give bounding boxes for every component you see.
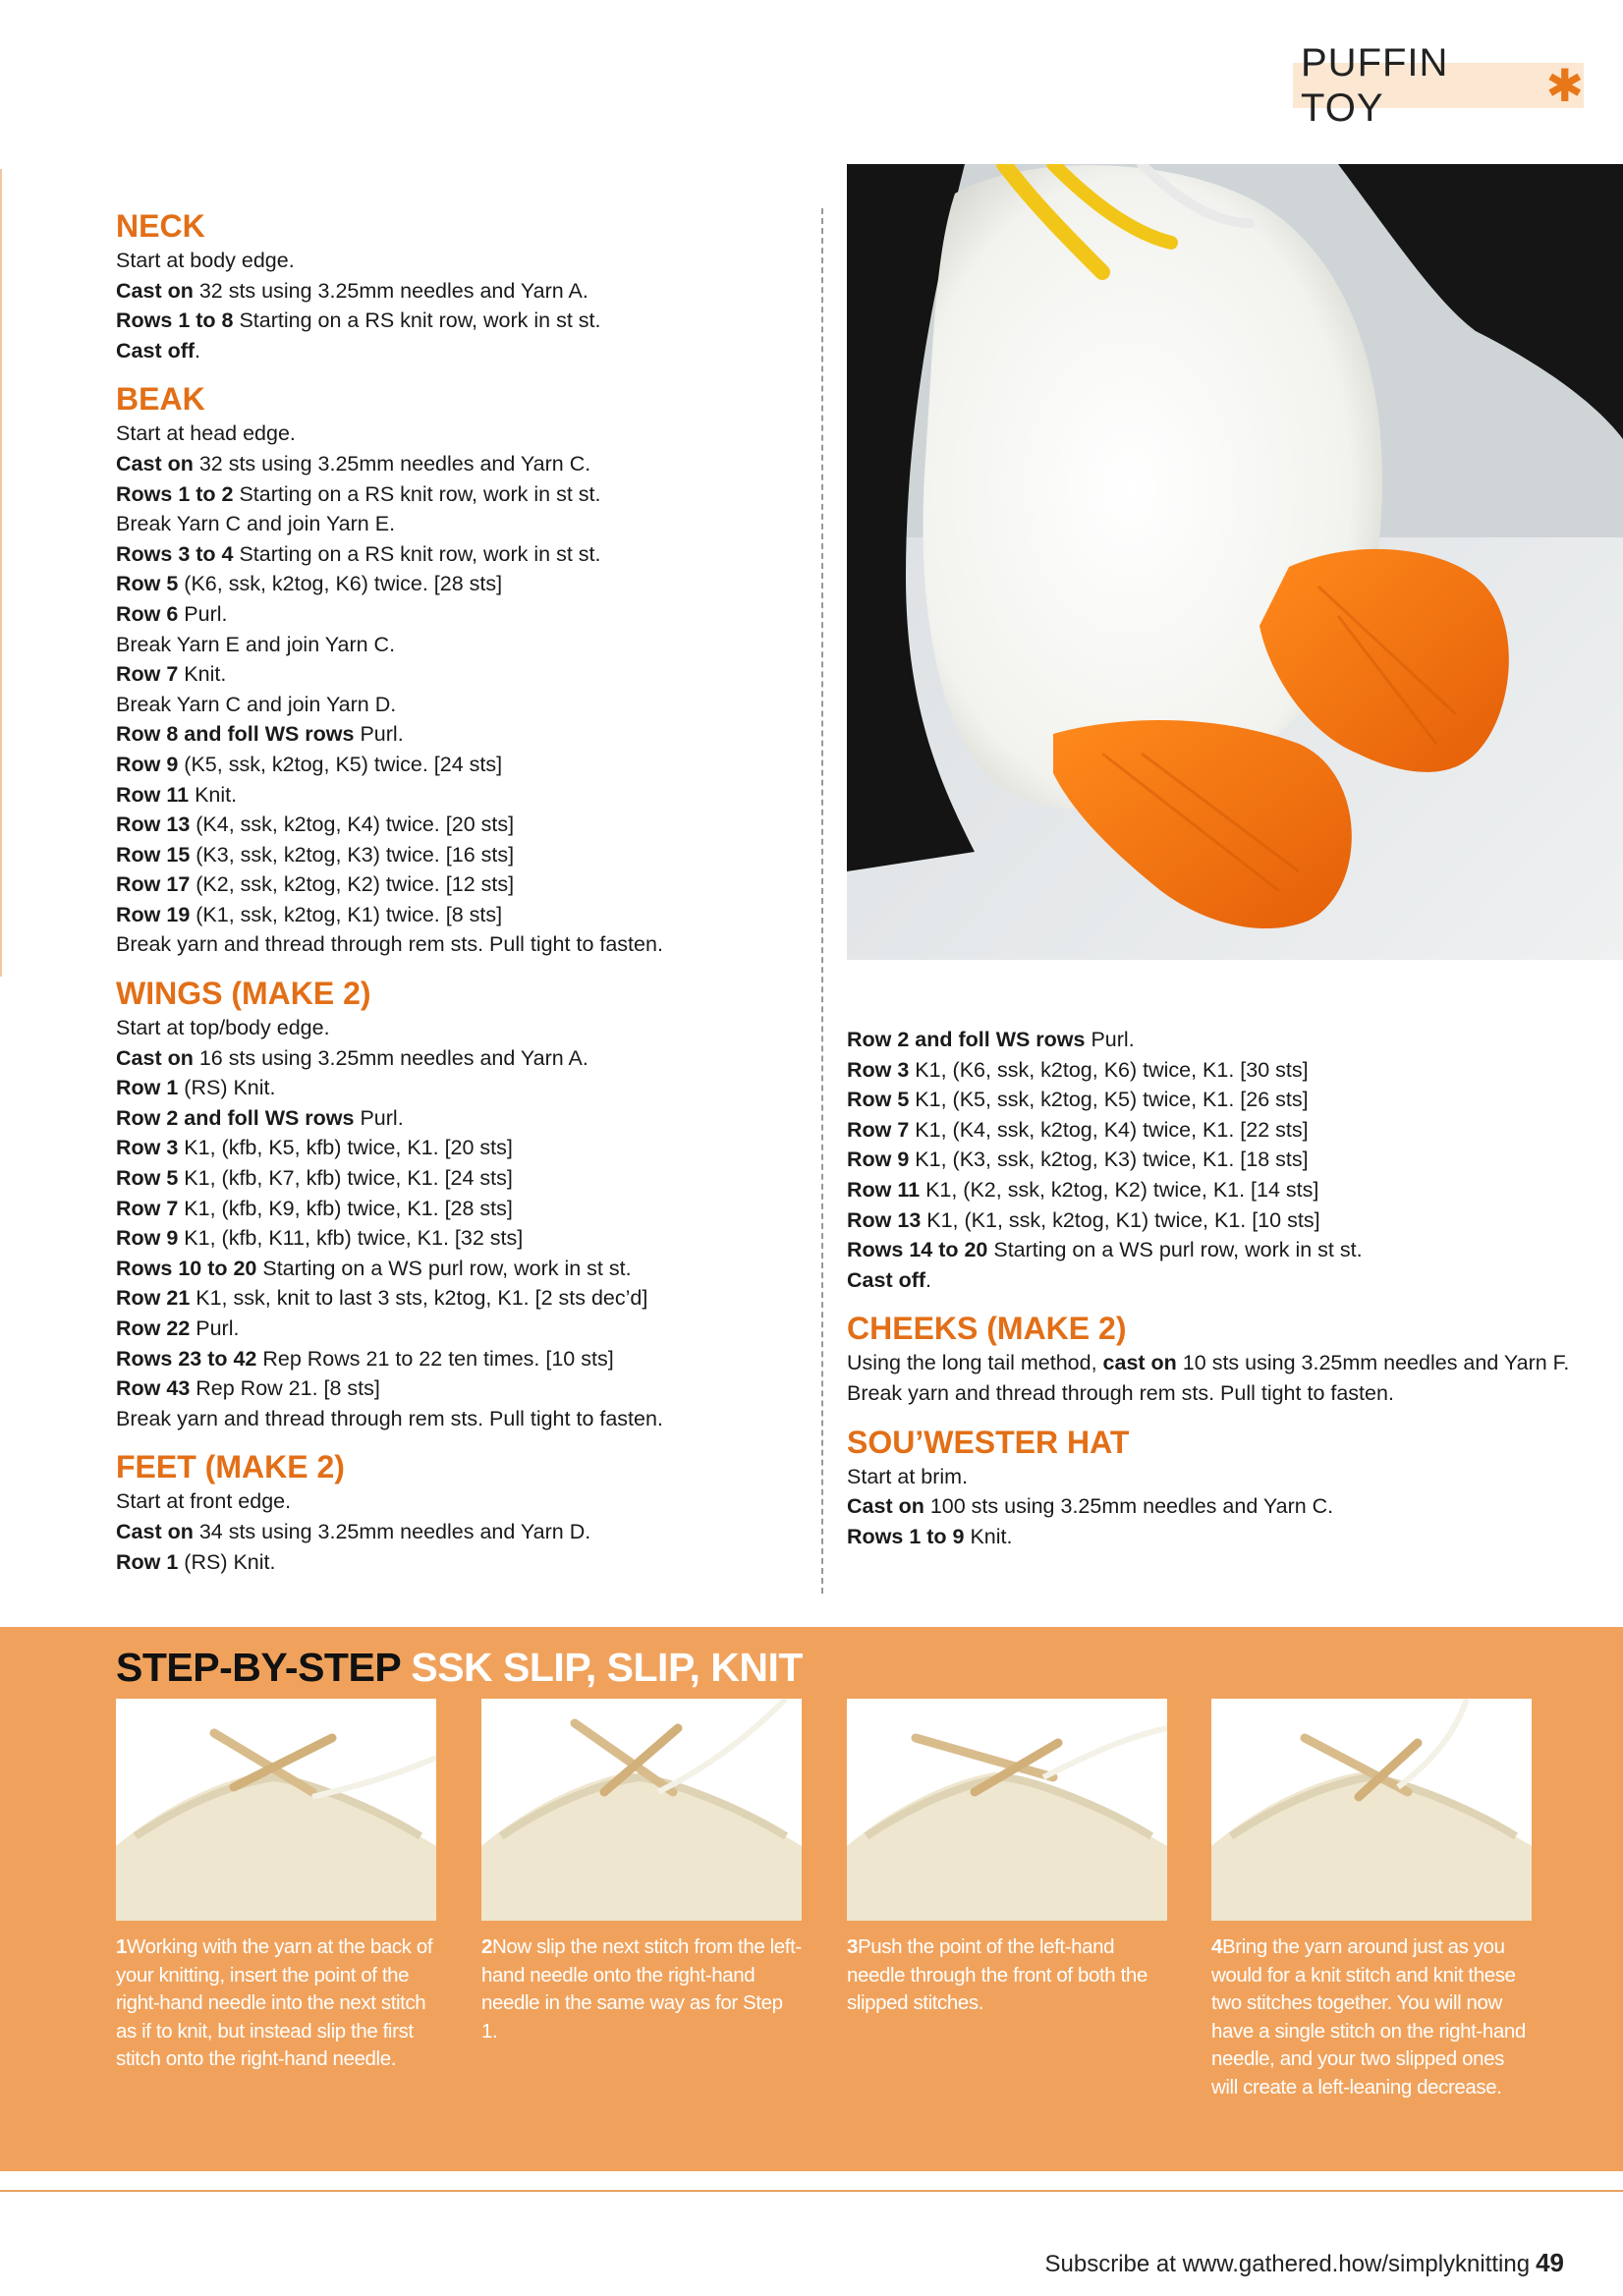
- row-label: Row 3: [116, 1136, 179, 1160]
- row-text: K1, (K1, ssk, k2tog, K1) twice, K1. [10 sts]: [921, 1207, 1320, 1232]
- row-label: Cast off: [116, 338, 196, 363]
- asterisk-icon: ✱: [1545, 60, 1584, 111]
- row-label: Row 13: [116, 812, 191, 837]
- row-text: Rep Row 21. [8 sts]: [190, 1376, 380, 1401]
- wings-instructions: [116, 1013, 804, 1433]
- step-by-step-title: STEP-BY-STEP SSK SLIP, SLIP, KNIT: [116, 1645, 803, 1690]
- instruction-line: [116, 900, 804, 930]
- instruction-line: [116, 1103, 804, 1134]
- row-text: (K6, ssk, k2tog, K6) twice. [28 sts]: [178, 572, 503, 596]
- row-text: K1, ssk, knit to last 3 sts, k2tog, K1. [2 sts dec’d]: [190, 1286, 648, 1311]
- page-number: 49: [1536, 2248, 1564, 2277]
- instruction-line: [847, 1491, 1594, 1522]
- row-label: Row 11: [116, 782, 190, 807]
- row-text: K1, (kfb, K7, kfb) twice, K1. [24 sts]: [178, 1166, 513, 1191]
- row-text: 100 sts using 3.25mm needles and Yarn C.: [923, 1494, 1334, 1519]
- row-text: Starting on a RS knit row, work in st st.: [233, 308, 601, 333]
- row-text: Break yarn and thread through rem sts. Pull tight to fasten.: [116, 1406, 663, 1430]
- row-label: Row 9: [847, 1148, 910, 1172]
- row-text: 32 sts using 3.25mm needles and Yarn A.: [193, 278, 588, 303]
- step-4-caption: 4Bring the yarn around just as you would for a knit stitch and knit these two stitches together. You will now have a single stitch on the right-hand needle, and your two slipped ones will create a left-leaning decrease.: [1211, 1935, 1526, 2099]
- row-text: 34 sts using 3.25mm needles and Yarn D.: [193, 1519, 591, 1543]
- row-label: Row 15: [116, 842, 191, 867]
- instruction-line: [116, 1254, 804, 1284]
- instruction-line: [847, 1175, 1594, 1205]
- heading-wings: WINGS (MAKE 2): [116, 976, 371, 1012]
- left-edge-rule: [0, 169, 2, 977]
- row-text: K1, (K5, ssk, k2tog, K5) twice, K1. [26 sts]: [909, 1088, 1309, 1112]
- instruction-line: [116, 276, 804, 307]
- cheeks-instructions: Using the long tail method, cast on 10 sts using 3.25mm needles and Yarn F.: [847, 1351, 1570, 1375]
- step-1-caption: 1Working with the yarn at the back of your knitting, insert the point of the right-hand needle into the next stitch as if to knit, but instead slip the first stitch onto the right-hand needle.: [116, 1935, 433, 2070]
- row-text: Start at top/body edge.: [116, 1016, 330, 1040]
- instruction-line: [116, 659, 804, 690]
- row-label: Rows 1 to 8: [116, 308, 234, 333]
- instruction-line: [847, 1205, 1594, 1236]
- heading-souwester-hat: SOU’WESTER HAT: [847, 1424, 1130, 1460]
- row-text: K1, (K3, ssk, k2tog, K3) twice, K1. [18 sts]: [909, 1148, 1309, 1172]
- instruction-line: [116, 1163, 804, 1194]
- instruction-line: [847, 1462, 1594, 1492]
- row-label: Row 7: [116, 1196, 179, 1220]
- instruction-line: [116, 1194, 804, 1224]
- row-text: Starting on a RS knit row, work in st st.: [233, 481, 601, 506]
- row-label: Rows 1 to 9: [847, 1524, 965, 1548]
- row-label: Cast on: [116, 1519, 194, 1543]
- footer-rule: [0, 2190, 1623, 2192]
- instruction-line: [116, 1073, 804, 1103]
- row-text: K1, (K6, ssk, k2tog, K6) twice, K1. [30 sts]: [909, 1057, 1309, 1082]
- row-label: Row 43: [116, 1376, 191, 1401]
- instruction-line: [116, 810, 804, 840]
- instruction-line: [116, 780, 804, 811]
- row-text: Purl.: [190, 1316, 240, 1340]
- instruction-line: [116, 1283, 804, 1314]
- row-text: K1, (K4, ssk, k2tog, K4) twice, K1. [22 sts]: [909, 1117, 1309, 1142]
- step-2-photo: [481, 1699, 802, 1921]
- row-text: Starting on a WS purl row, work in st st.: [987, 1238, 1363, 1262]
- row-text: Start at body edge.: [116, 249, 295, 272]
- row-label: Cast on: [116, 1045, 194, 1070]
- instruction-line: [116, 929, 804, 960]
- row-label: Rows 10 to 20: [116, 1256, 257, 1280]
- cheeks-fasten: Break yarn and thread through rem sts. Pull tight to fasten.: [847, 1380, 1394, 1405]
- row-label: Row 5: [116, 1166, 179, 1191]
- section-tag-label: PUFFIN TOY: [1301, 41, 1449, 130]
- instruction-line: [847, 1235, 1594, 1265]
- instruction-line: [847, 1055, 1594, 1086]
- row-text: (RS) Knit.: [178, 1549, 276, 1574]
- instruction-line: [116, 306, 804, 336]
- row-text: (K5, ssk, k2tog, K5) twice. [24 sts]: [178, 752, 503, 776]
- row-label: Cast on: [847, 1494, 924, 1519]
- left-column: [116, 206, 804, 1577]
- row-label: Row 2 and foll WS rows: [116, 1105, 355, 1130]
- row-text: Purl.: [354, 722, 404, 747]
- instruction-line: [116, 1486, 804, 1517]
- instruction-line: [116, 509, 804, 539]
- row-text: Purl.: [178, 601, 228, 626]
- row-label: Cast off: [847, 1267, 926, 1292]
- row-label: Row 6: [116, 601, 179, 626]
- right-column: [847, 1025, 1594, 1551]
- heading-beak: BEAK: [116, 381, 205, 418]
- instruction-line: [116, 569, 804, 599]
- instruction-line: [847, 1085, 1594, 1115]
- row-text: Starting on a WS purl row, work in st st.: [256, 1256, 632, 1280]
- row-text: Break Yarn C and join Yarn E.: [116, 512, 396, 536]
- subscribe-link[interactable]: Subscribe at www.gathered.how/simplyknitting: [1044, 2251, 1531, 2277]
- row-text: K1, (kfb, K11, kfb) twice, K1. [32 sts]: [178, 1226, 524, 1251]
- row-text: K1, (K2, ssk, k2tog, K2) twice, K1. [14 sts]: [920, 1177, 1319, 1202]
- instruction-line: [116, 539, 804, 570]
- instruction-line: [847, 1115, 1594, 1146]
- step-3-caption: 3Push the point of the left-hand needle through the front of both the slipped stitches.: [847, 1935, 1147, 2014]
- instruction-line: [116, 750, 804, 780]
- row-label: Row 2 and foll WS rows: [847, 1028, 1086, 1051]
- instruction-line: [116, 449, 804, 479]
- instruction-line: [847, 1145, 1594, 1175]
- row-text: (K3, ssk, k2tog, K3) twice. [16 sts]: [190, 842, 515, 867]
- row-text: .: [925, 1267, 932, 1292]
- row-label: Row 1: [116, 1549, 179, 1574]
- instruction-line: [847, 1522, 1594, 1552]
- row-label: Row 11: [847, 1177, 921, 1202]
- row-text: K1, (kfb, K9, kfb) twice, K1. [28 sts]: [178, 1196, 513, 1220]
- row-label: Row 7: [847, 1117, 910, 1142]
- row-label: Row 19: [116, 902, 191, 926]
- instruction-line: [847, 1265, 1594, 1296]
- row-text: (K2, ssk, k2tog, K2) twice. [12 sts]: [190, 872, 515, 897]
- instruction-line: [116, 1404, 804, 1434]
- row-text: Knit.: [189, 782, 238, 807]
- column-separator: [821, 208, 823, 1594]
- row-label: Row 7: [116, 662, 179, 687]
- hat-instructions: [847, 1462, 1594, 1552]
- instruction-line: [116, 246, 804, 276]
- step-3-photo: [847, 1699, 1167, 1921]
- section-tag: [1293, 41, 1584, 130]
- feet-instructions: [116, 1486, 804, 1577]
- instruction-line: [116, 479, 804, 510]
- instruction-line: [116, 1547, 804, 1578]
- row-label: Row 5: [847, 1088, 910, 1112]
- row-text: (RS) Knit.: [178, 1076, 276, 1100]
- puffin-photo: [847, 164, 1623, 960]
- row-label: Row 9: [116, 752, 179, 776]
- row-text: Start at head edge.: [116, 421, 296, 446]
- beak-instructions: [116, 419, 804, 960]
- step-2-caption: 2Now slip the next stitch from the left-hand needle onto the right-hand needle in the same way as for Step 1.: [481, 1935, 802, 2043]
- row-label: Rows 1 to 2: [116, 481, 234, 506]
- row-label: Row 17: [116, 872, 191, 897]
- row-text: Rep Rows 21 to 22 ten times. [10 sts]: [256, 1346, 614, 1371]
- row-label: Row 22: [116, 1316, 191, 1340]
- row-text: Break yarn and thread through rem sts. Pull tight to fasten.: [116, 932, 663, 957]
- row-text: Starting on a RS knit row, work in st st.: [233, 541, 601, 566]
- row-text: K1, (kfb, K5, kfb) twice, K1. [20 sts]: [178, 1136, 513, 1160]
- row-text: Knit.: [964, 1524, 1013, 1548]
- instruction-line: [847, 1025, 1594, 1055]
- row-text: Break Yarn C and join Yarn D.: [116, 692, 397, 716]
- instruction-line: [116, 719, 804, 750]
- footer: [1045, 2248, 1565, 2278]
- row-text: 32 sts using 3.25mm needles and Yarn C.: [193, 451, 591, 476]
- row-text: Purl.: [354, 1105, 404, 1130]
- row-text: (K4, ssk, k2tog, K4) twice. [20 sts]: [190, 812, 515, 837]
- instruction-line: [116, 840, 804, 870]
- step-1-photo: [116, 1699, 436, 1921]
- neck-instructions: [116, 246, 804, 365]
- instruction-line: [116, 1043, 804, 1074]
- row-text: (K1, ssk, k2tog, K1) twice. [8 sts]: [190, 902, 503, 926]
- row-text: Start at brim.: [847, 1464, 969, 1488]
- row-label: Row 5: [116, 572, 179, 596]
- heading-feet: FEET (MAKE 2): [116, 1449, 345, 1485]
- instruction-line: [116, 1373, 804, 1404]
- instruction-line: [116, 1013, 804, 1043]
- instruction-line: [116, 630, 804, 660]
- instruction-line: [116, 1344, 804, 1374]
- row-label: Row 9: [116, 1226, 179, 1251]
- step-4-photo: [1211, 1699, 1532, 1921]
- row-label: Row 8 and foll WS rows: [116, 722, 355, 747]
- row-label: Cast on: [116, 278, 194, 303]
- instruction-line: [116, 690, 804, 720]
- row-label: Rows 23 to 42: [116, 1346, 257, 1371]
- instruction-line: [116, 419, 804, 449]
- row-label: Rows 14 to 20: [847, 1238, 988, 1262]
- instruction-line: [116, 1517, 804, 1547]
- instruction-line: [116, 1133, 804, 1163]
- instruction-line: [116, 1314, 804, 1344]
- row-text: .: [195, 338, 201, 363]
- row-text: Break Yarn E and join Yarn C.: [116, 632, 396, 656]
- row-label: Row 1: [116, 1076, 179, 1100]
- row-label: Row 3: [847, 1057, 910, 1082]
- instruction-line: [116, 336, 804, 366]
- row-text: Purl.: [1085, 1028, 1135, 1051]
- row-label: Row 21: [116, 1286, 191, 1311]
- heading-neck: NECK: [116, 208, 205, 244]
- row-text: 16 sts using 3.25mm needles and Yarn A.: [193, 1045, 588, 1070]
- row-label: Cast on: [116, 451, 194, 476]
- row-label: Rows 3 to 4: [116, 541, 234, 566]
- row-label: Row 13: [847, 1207, 922, 1232]
- row-text: Start at front edge.: [116, 1489, 292, 1514]
- row-text: Knit.: [178, 662, 227, 687]
- feet-instructions-continued: [847, 1025, 1594, 1295]
- heading-cheeks: CHEEKS (MAKE 2): [847, 1311, 1127, 1347]
- instruction-line: [116, 869, 804, 900]
- instruction-line: [116, 1223, 804, 1254]
- instruction-line: [116, 599, 804, 630]
